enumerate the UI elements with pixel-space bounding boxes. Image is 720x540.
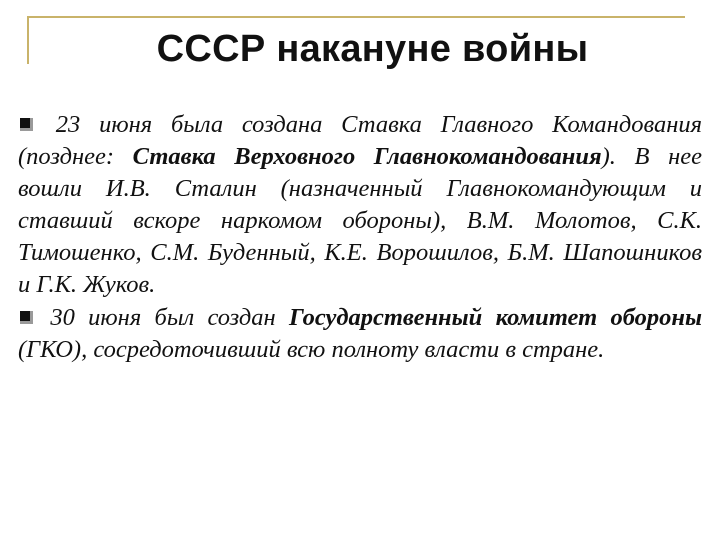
bullet-item-gko <box>18 302 702 366</box>
bullet-text: 30 июня был создан <box>37 304 290 331</box>
bullet-item-stavka <box>18 109 702 301</box>
top-decorative-line <box>27 16 685 18</box>
bullet-text: ). В нее вошли И.В. Сталин (назначенный Главнокомандующим и ставший вскоре наркомом обороны), В.М. Молотов, С.К. Тимошенко, С.М. Буденный, К.Е. Ворошилов, Б.М. Шапошников и Г.К. Жуков. <box>18 143 702 298</box>
bullet-text: 23 июня была создана Ставка Главного Командования (позднее: <box>18 111 702 170</box>
bullet-text-bold: Ставка Верховного Главнокомандования <box>132 143 602 170</box>
slide-title: СССР накануне войны <box>156 28 589 70</box>
square-bullet-icon <box>20 311 33 324</box>
bullet-text-bold: Государственный комитет обороны <box>289 304 702 331</box>
bullet-text: (ГКО), сосредоточивший всю полноту власти в стране. <box>18 336 605 363</box>
square-bullet-icon <box>20 118 33 131</box>
slide-body <box>18 109 702 367</box>
